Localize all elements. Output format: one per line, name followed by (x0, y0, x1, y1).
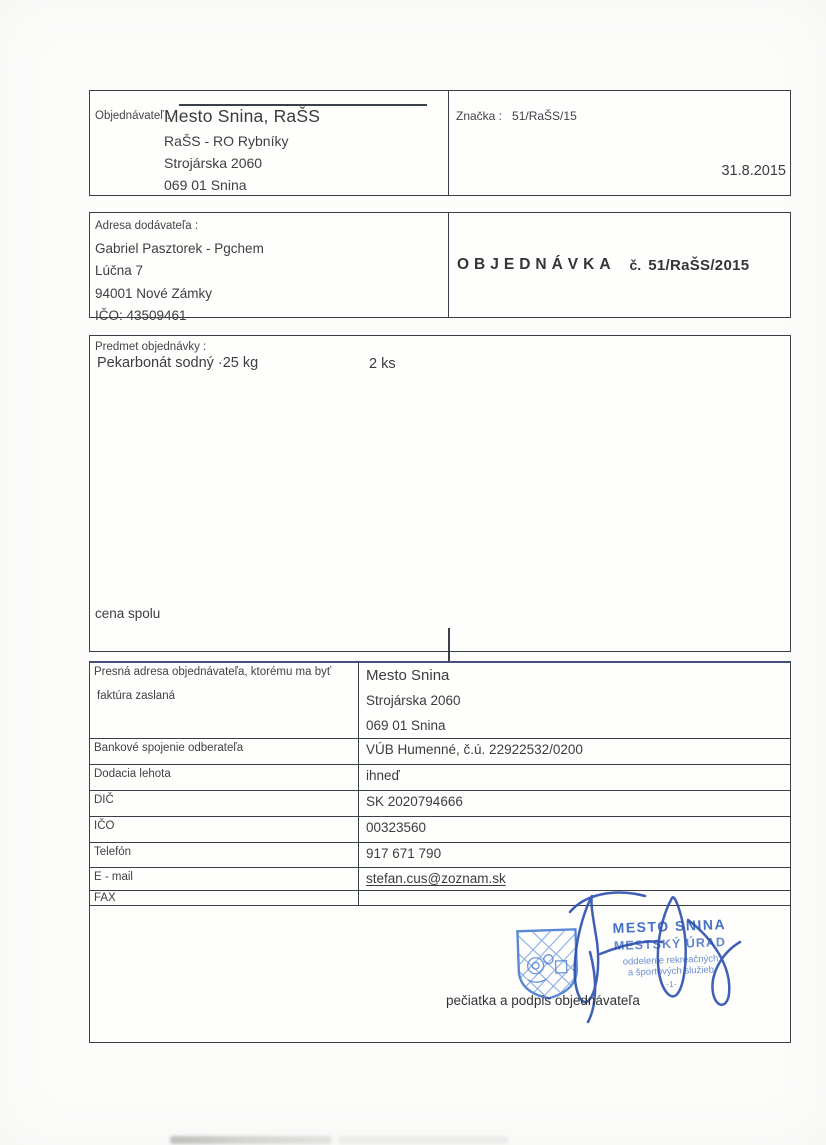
table-row (90, 868, 790, 891)
reference-value: 51/RaŠS/15 (512, 109, 577, 123)
table-row (90, 791, 790, 817)
customer-address-line: RaŠS - RO Rybníky (164, 133, 289, 149)
row-label: Dodacia lehota (90, 765, 359, 790)
item-quantity: 2 ks (369, 356, 396, 372)
subject-box (89, 335, 791, 652)
supplier-address (95, 238, 264, 328)
reference-cell (449, 91, 790, 195)
row-value (359, 891, 790, 905)
table-row (90, 843, 790, 868)
table-row (90, 663, 790, 739)
column-divider-mark (448, 628, 450, 662)
official-stamp (514, 913, 769, 990)
stamp-text-line: a športových služieb (627, 964, 715, 979)
stamp-caption: pečiatka a podpis objednávateľa (446, 993, 640, 1008)
customer-address-line: 069 01 Snina (164, 177, 247, 193)
customer-name: Mesto Snina, RaŠS (164, 106, 321, 126)
order-title: OBJEDNÁVKA (457, 256, 616, 273)
table-row (90, 891, 790, 906)
row-label (90, 663, 359, 738)
row-label: FAX (90, 891, 359, 905)
supplier-cell (90, 213, 449, 324)
table-row (90, 765, 790, 791)
order-number: 51/RaŠS/2015 (648, 256, 750, 274)
stamp-text-line: oddelenie rekreačných (622, 953, 719, 968)
scan-artifact (338, 1136, 508, 1144)
row-value: VÚB Humenné, č.ú. 22922532/0200 (366, 742, 583, 757)
row-label: DIČ (90, 791, 359, 816)
reference-line (456, 109, 577, 123)
row-value: ihneď (366, 768, 400, 783)
supplier-box (89, 212, 791, 324)
order-title-cell (449, 213, 790, 317)
coat-of-arms-icon (514, 926, 581, 1002)
item-name: Pekarbonát sodný ·25 kg (97, 355, 259, 371)
stamp-text (580, 915, 760, 992)
row-label: IČO (90, 817, 359, 842)
email-value: stefan.cus@zoznam.sk (366, 871, 506, 886)
customer-box (89, 90, 791, 196)
stamp-text-line: -1- (665, 978, 677, 990)
row-value (359, 663, 790, 738)
supplier-address-line: Lúčna 7 (95, 263, 144, 279)
stamp-text-line: MESTSKÝ ÚRAD (613, 935, 727, 953)
invoice-address-line: Strojárska 2060 (366, 693, 461, 708)
details-table (89, 661, 791, 1043)
supplier-label: Adresa dodávateľa : (95, 220, 199, 232)
row-label: Bankové spojenie odberateľa (90, 739, 359, 764)
row-value: SK 2020794666 (366, 794, 463, 809)
invoice-address-line: 069 01 Snina (366, 718, 446, 733)
row-value: 917 671 790 (366, 846, 442, 861)
order-date: 31.8.2015 (721, 163, 786, 179)
invoice-address-line: Mesto Snina (366, 667, 450, 684)
supplier-address-line: 94001 Nové Zámky (95, 285, 213, 301)
table-row (90, 817, 790, 843)
row-label: E - mail (90, 868, 359, 890)
table-row (90, 739, 790, 765)
customer-address-line: Strojárska 2060 (164, 155, 263, 171)
customer-label: Objednávateľ : (95, 110, 170, 122)
subject-label: Predmet objednávky : (95, 341, 207, 353)
customer-address (164, 130, 288, 196)
supplier-address-line: Gabriel Pasztorek - Pgchem (95, 241, 264, 256)
supplier-address-line: IČO: 43509461 (95, 308, 187, 324)
stamp-text-line: MESTO SNINA (612, 916, 727, 937)
row-value: 00323560 (366, 820, 427, 835)
scan-artifact (170, 1136, 332, 1144)
row-label-line: Presná adresa objednávateľa, ktorému ma byť (94, 666, 332, 678)
row-label: Telefón (90, 843, 359, 867)
order-number-prefix: č. (629, 257, 642, 273)
customer-cell (90, 91, 449, 195)
reference-label: Značka : (456, 109, 503, 123)
stamp-signature-cell (90, 906, 790, 1043)
total-price-label: cena spolu (95, 606, 161, 621)
row-label-line: faktúra zaslaná (97, 690, 175, 702)
